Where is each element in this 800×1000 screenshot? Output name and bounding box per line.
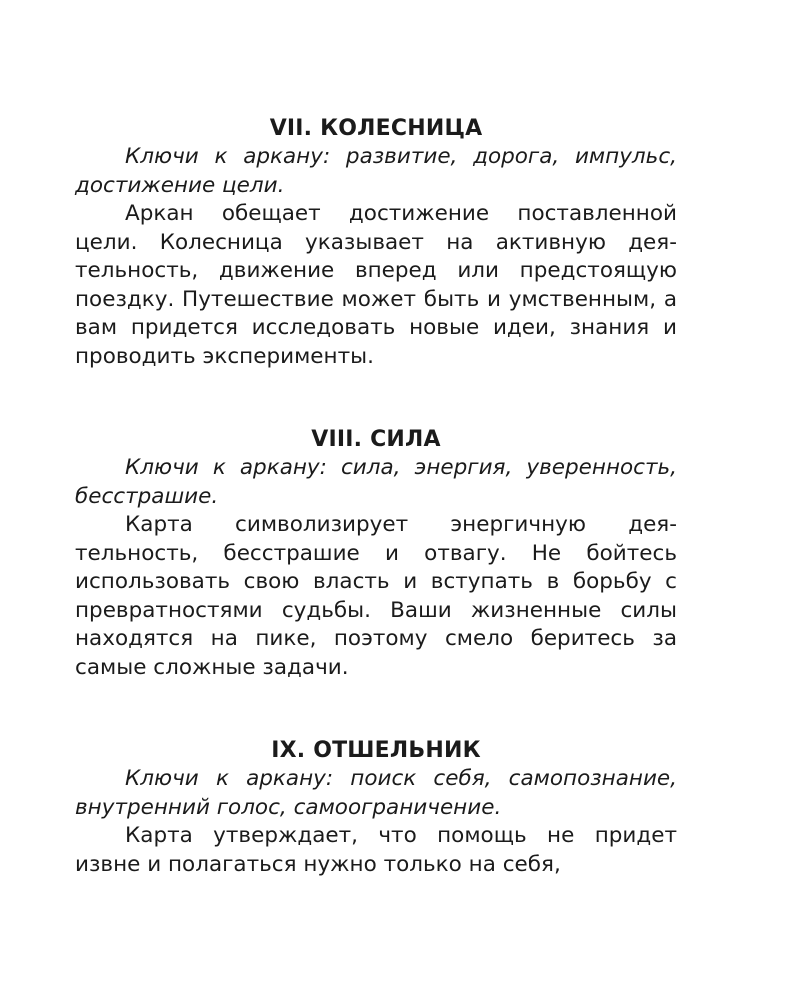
section-body: Карта утверждает, что помощь не придет извне и полагаться нужно только на себя,	[75, 823, 677, 877]
arcana-keys: Ключи к аркану: развитие, дорога, импульс, достижение цели.	[75, 144, 677, 198]
section-heading: VII. КОЛЕСНИЦА	[269, 116, 483, 141]
section-body: Аркан обещает достижение поставленной цели. Колесница указывает на активную деятельность, движение вперед или предстоящую поездку. Путешествие может быть и умственным, а вам придется исследовать новые идеи, знания и проводить эксперименты.	[75, 201, 677, 369]
section-body: Карта символизирует энергичную деятельность, бесстрашие и отвагу. Не бойтесь использовать свою власть и вступать в борьбу с превратностями судьбы. Ваши жизненные силы находятся на пике, поэтому смело беритесь за самые сложные задачи.	[75, 512, 677, 680]
section-heading: IX. ОТШЕЛЬНИК	[271, 738, 481, 763]
section-chariot	[75, 114, 677, 371]
book-page	[75, 114, 677, 879]
arcana-keys: Ключи к аркану: поиск себя, самопознание, внутренний голос, самоограничение.	[75, 766, 677, 820]
arcana-keys: Ключи к аркану: сила, энергия, уверенность, бесстрашие.	[75, 455, 677, 509]
section-heading: VIII. СИЛА	[311, 427, 441, 452]
section-strength	[75, 425, 677, 682]
section-hermit	[75, 736, 677, 879]
